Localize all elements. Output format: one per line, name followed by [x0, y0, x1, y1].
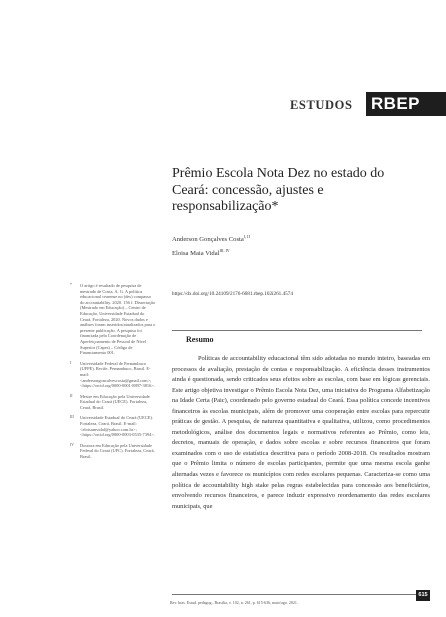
footnote: * O artigo é resultado de pesquisa de mestrado de Costa, A. G. A política educacional cearense no (des) compasso do accountability. 2020. 156 f. Dissertação (Mestrado em Educação) – Centro de Educação, Universidade Estadual do Ceará, Fortaleza, 2020. Novos dados e análises foram inseridos/atualizados para o presente publicação. A pesquisa foi financiada pela Coordenação de Aperfeiçoamento de Pessoal de Nível Superior (Capes) – Código de Financiamento 001. — [70, 283, 156, 356]
footnote: III Universidade Estadual do Ceará (UECE). Fortaleza, Ceará, Brasil. E-mail: <eloisamvidal@yahoo.com.br>; <https://orcid.org/0000-0003-0535-7394>. — [70, 415, 155, 438]
footnote-mark: * — [70, 283, 72, 287]
author-1-marks: I, II — [243, 234, 250, 239]
author-1: Anderson Gonçalves Costa$^{I, II}$ — [172, 234, 250, 244]
abstract-paragraph: Políticas de accountability educacional têm sido adotadas no mundo inteiro, baseadas em processos de avaliação, prestação de contas e responsabilização. A eficiência desses instrumentos ainda é questionada, sendo criticados seus efeitos sobre as escolas, com base em lógicas gerenciais. Este artigo objetiva investigar o Prêmio Escola Nota Dez, uma iniciativa do Programa Alfabetização na Idade Certa (Paic), coordenado pelo governo estadual do Ceará. Essa política concede incentivos financeiros às escolas municipais, além de promover uma cooperação entre escolas para repercutir práticas de gestão. A pesquisa, de natureza quantitativa e qualitativa, utilizou, como procedimentos metodológicos, análise dos documentos legais e normativos referentes ao Prêmio, como leis, decretos, manuais de operação, e dados sobre escolas e sobre recursos financeiros que foram examinados com o uso de estatística descritiva para o período 2008-2018. Os resultados mostram que o Prêmio limita o número de escolas participantes, permite que uma mesma escola ganhe alternadas vezes e favorece os municípios com redes escolares pequenas. Caracteriza-se como uma política de accountability high stake pelas regras estabelecidas para concessão aos beneficiários, envolvendo recursos financeiros, e parece induzir expressivo reordenamento das redes escolares municipais, que — [172, 355, 430, 510]
footnote-mark: IV — [70, 442, 75, 447]
footnote-mark: I — [70, 360, 72, 365]
footnote: I Universidade Federal de Pernambuco (UFPE). Recife, Pernambuco, Brasil. E-mail: <andersongoncalvescosta@gmail.com>; <https://orcid.org/0000-0001-8897-3816>. — [70, 360, 155, 389]
journal-citation: Rev. bras. Estud. pedagog., Brasília, v. 102, n. 261, p. 615-636, maio/ago. 2021. — [170, 600, 298, 605]
author-2-marks: III, IV — [219, 247, 230, 253]
abstract-top-rule — [172, 330, 422, 331]
page-number: 615 — [416, 590, 430, 601]
doi-link[interactable]: https://dx.doi.org/10.24109/2176-6681.rbep.102i261.4574 — [172, 291, 293, 297]
abstract-body — [172, 354, 430, 512]
footnote: IV Doutora em Educação pela Universidade Federal do Ceará (UFC). Fortaleza, Ceará, Brasil. — [70, 442, 155, 460]
article-title: Prêmio Escola Nota Dez no estado do Ceará: concessão, ajustes e responsabilização* — [172, 166, 385, 214]
author-list — [172, 232, 250, 259]
section-label: ESTUDOS — [290, 98, 353, 112]
journal-logo: RBEP — [366, 92, 446, 116]
author-2: Eloisa Maia Vidal$^{III, IV}$ — [172, 247, 230, 257]
footer-rule — [172, 594, 422, 595]
abstract-heading: Resumo — [186, 335, 214, 344]
footnotes — [70, 283, 156, 465]
footnote-mark: III — [70, 415, 74, 420]
footnote: II Mestre em Educação pela Universidade Estadual do Ceará (UECE). Fortaleza, Ceará, Brasil. — [70, 393, 150, 410]
footnote-mark: II — [70, 393, 73, 398]
